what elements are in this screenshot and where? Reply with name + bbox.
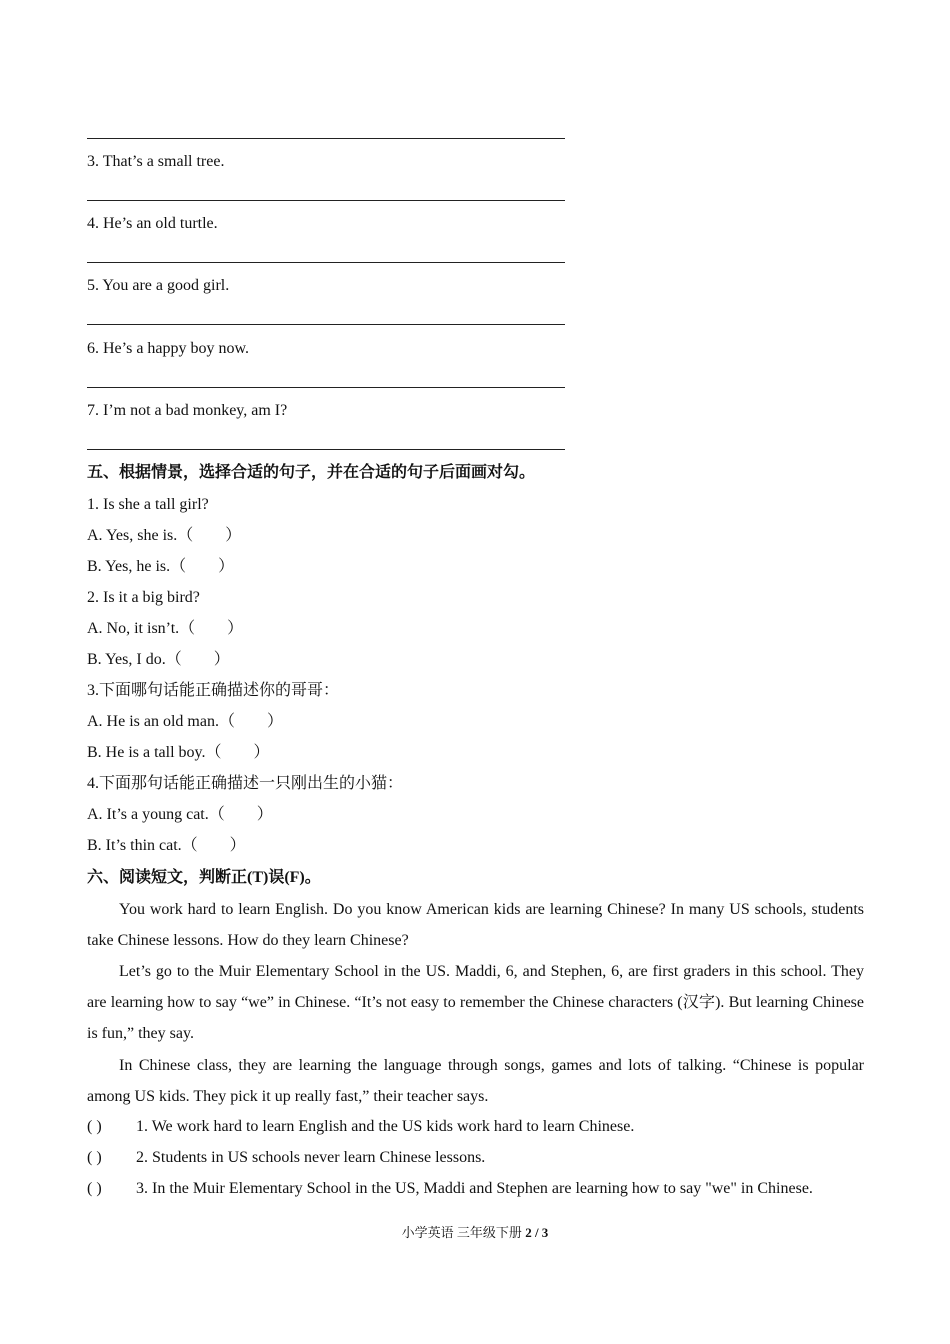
question-line: 1. Is she a tall girl? — [87, 496, 209, 513]
question-text: 1. We work hard to learn English and the US kids work hard to learn Chinese. — [136, 1118, 635, 1135]
reading-paragraph: In Chinese class, they are learning the language through songs, games and lots of talking. “Chinese is popular among US kids. They pick it up really fast,” their teacher says. — [87, 1057, 864, 1105]
sentence-item: 7. I’m not a bad monkey, am I? — [87, 402, 288, 419]
answer-parenthesis[interactable]: ( ) — [87, 1149, 102, 1166]
page-footer — [0, 1224, 950, 1242]
answer-parenthesis[interactable]: ( ) — [87, 1118, 102, 1135]
answer-blank[interactable] — [87, 324, 565, 325]
choice-option[interactable]: A. He is an old man.（ ） — [87, 713, 283, 730]
true-false-question — [87, 1179, 813, 1199]
answer-blank[interactable] — [87, 200, 565, 201]
answer-blank[interactable] — [87, 138, 565, 139]
page-number: 2 / 3 — [525, 1225, 549, 1240]
answer-blank[interactable] — [87, 262, 565, 263]
reading-paragraph: Let’s go to the Muir Elementary School in the US. Maddi, 6, and Stephen, 6, are first graders in this school. They are learning how to say “we” in Chinese. “It’s not easy to remember the Chinese characters (汉字). But learning Chinese is fun,” they say. — [87, 963, 864, 1042]
footer-label: 小学英语 三年级下册 — [401, 1225, 522, 1240]
true-false-question — [87, 1148, 485, 1168]
sentence-item: 5. You are a good girl. — [87, 277, 230, 294]
question-line: 2. Is it a big bird? — [87, 589, 200, 606]
choice-option[interactable]: A. Yes, she is.（ ） — [87, 527, 242, 544]
true-false-question — [87, 1117, 634, 1137]
question-text: 2. Students in US schools never learn Chinese lessons. — [136, 1149, 486, 1166]
sentence-item: 6. He’s a happy boy now. — [87, 340, 250, 357]
answer-blank[interactable] — [87, 387, 565, 388]
section-heading: 六、阅读短文，判断正(T)误(F)。 — [87, 869, 321, 886]
choice-option[interactable]: B. It’s thin cat.（ ） — [87, 837, 246, 854]
answer-parenthesis[interactable]: ( ) — [87, 1180, 102, 1197]
sentence-item: 3. That’s a small tree. — [87, 153, 225, 170]
question-line: 4.下面那句话能正确描述一只刚出生的小猫： — [87, 775, 404, 792]
choice-option[interactable]: B. Yes, he is.（ ） — [87, 558, 235, 575]
question-line: 3.下面哪句话能正确描述你的哥哥： — [87, 682, 340, 699]
sentence-item: 4. He’s an old turtle. — [87, 215, 218, 232]
choice-option[interactable]: B. He is a tall boy.（ ） — [87, 744, 270, 761]
choice-option[interactable]: B. Yes, I do.（ ） — [87, 651, 230, 668]
answer-blank[interactable] — [87, 449, 565, 450]
question-text: 3. In the Muir Elementary School in the US, Maddi and Stephen are learning how to say "we" in Chinese. — [136, 1180, 813, 1197]
choice-option[interactable]: A. It’s a young cat.（ ） — [87, 806, 273, 823]
reading-paragraph: You work hard to learn English. Do you know American kids are learning Chinese? In many US schools, students take Chinese lessons. How do they learn Chinese? — [87, 901, 864, 949]
section-heading: 五、根据情景，选择合适的句子，并在合适的句子后面画对勾。 — [87, 464, 536, 481]
choice-option[interactable]: A. No, it isn’t.（ ） — [87, 620, 244, 637]
